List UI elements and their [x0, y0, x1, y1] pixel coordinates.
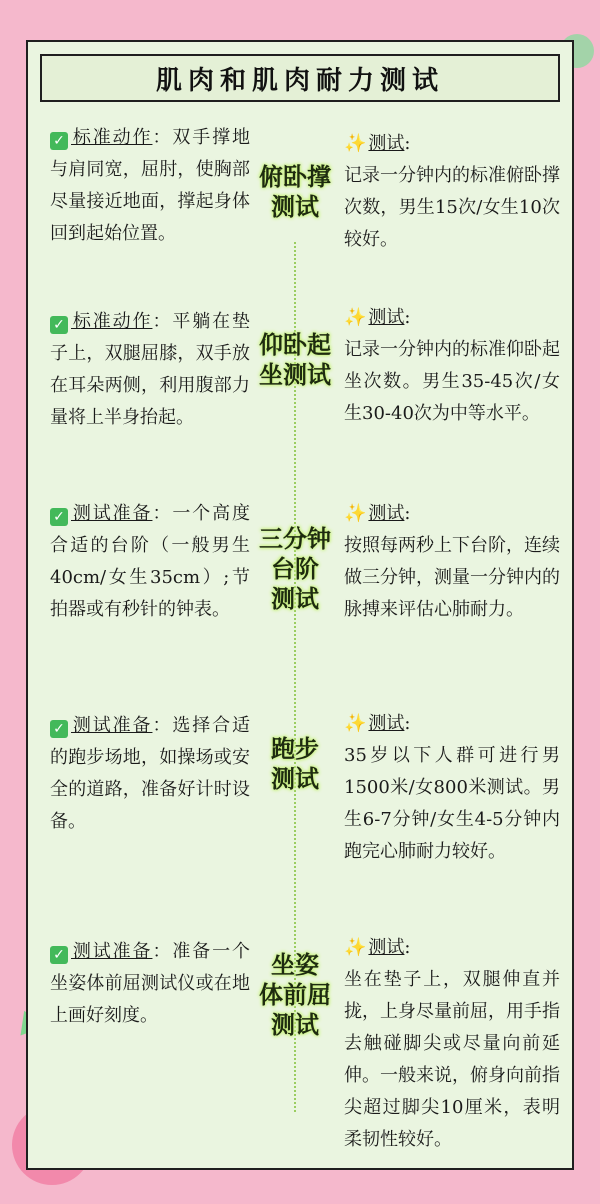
section-name [250, 950, 340, 1040]
left-description: ：选择合适的跑步场地，如操场或安全的道路，准备好计时设备。 [50, 715, 251, 832]
test-label: 测试 [368, 133, 405, 154]
section-right-text: ✨ 测试: 记录一分钟内的标准俯卧撑次数，男生15次/女生10次较好。 [344, 133, 560, 250]
section-left-text [50, 122, 250, 250]
test-label: 测试 [368, 937, 405, 958]
section-right-text: ✨ 测试: 记录一分钟内的标准仰卧起坐次数。男生35-45次/女生30-40次为中等水平。 [344, 307, 560, 424]
section-name-line: 测试 [271, 193, 319, 221]
sparkle-icon: ✨ [344, 937, 367, 958]
section-name [250, 734, 340, 794]
sparkle-icon: ✨ [344, 503, 367, 524]
section-name [250, 524, 340, 614]
section-right-text: ✨ 测试: 35岁以下人群可进行男1500米/女800米测试。男生6-7分钟/女生4-5分钟内跑完心肺耐力较好。 [344, 713, 560, 862]
test-label: 测试 [368, 713, 405, 734]
section-left-text [50, 936, 250, 1032]
section-left-text [50, 306, 250, 434]
sparkle-icon: ✨ [344, 713, 367, 734]
left-label: 测试准备 [71, 715, 153, 736]
section-right-text: ✨ 测试: 坐在垫子上，双腿伸直并拢，上身尽量前屈，用手指去触碰脚尖或尽量向前延伸。一般来说，俯身向前指尖超过脚尖10厘米，表明柔韧性较好。 [344, 937, 560, 1150]
test-label: 测试 [368, 307, 405, 328]
test-label: 测试 [368, 503, 405, 524]
left-label: 标准动作 [71, 127, 153, 148]
test-description: 35岁以下人群可进行男1500米/女800米测试。男生6-7分钟/女生4-5分钟内跑完心肺耐力较好。 [344, 745, 560, 862]
section-name-line: 体前屈 [259, 981, 331, 1009]
content-card [26, 40, 574, 1170]
title-box [40, 54, 560, 102]
check-box-icon: ✓ [50, 720, 68, 738]
left-description: ：一个高度合适的台阶（一般男生40cm/女生35cm）;节拍器或有秒针的钟表。 [50, 503, 251, 620]
section-left-text [50, 498, 250, 626]
test-description: 坐在垫子上，双腿伸直并拢，上身尽量前屈，用手指去触碰脚尖或尽量向前延伸。一般来说，俯身向前指尖超过脚尖10厘米，表明柔韧性较好。 [344, 969, 560, 1150]
section-name-line: 三分钟 [259, 525, 331, 553]
section-name-line: 坐测试 [259, 361, 331, 389]
check-box-icon: ✓ [50, 946, 68, 964]
section-name-line: 测试 [271, 1011, 319, 1039]
test-description: 按照每两秒上下台阶，连续做三分钟，测量一分钟内的脉搏来评估心肺耐力。 [344, 535, 560, 620]
section-name-line: 测试 [271, 585, 319, 613]
page-title: 肌肉和肌肉耐力测试 [155, 65, 444, 96]
left-label: 测试准备 [71, 941, 153, 962]
left-description: ：平躺在垫子上，双腿屈膝，双手放在耳朵两侧，利用腹部力量将上半身抬起。 [50, 311, 251, 428]
left-label: 测试准备 [71, 503, 153, 524]
section-left-text [50, 710, 250, 838]
left-description: ：双手撑地与肩同宽，屈肘，使胸部尽量接近地面，撑起身体回到起始位置。 [50, 127, 251, 244]
sparkle-icon: ✨ [344, 307, 367, 328]
test-description: 记录一分钟内的标准仰卧起坐次数。男生35-45次/女生30-40次为中等水平。 [344, 339, 560, 424]
left-label: 标准动作 [71, 311, 153, 332]
section-name [250, 162, 340, 222]
section-name-line: 测试 [271, 765, 319, 793]
check-box-icon: ✓ [50, 316, 68, 334]
section-name [250, 330, 340, 390]
section-name-line: 俯卧撑 [259, 163, 331, 191]
left-description: ：准备一个坐姿体前屈测试仪或在地上画好刻度。 [50, 941, 251, 1026]
check-box-icon: ✓ [50, 132, 68, 150]
section-right-text: ✨ 测试: 按照每两秒上下台阶，连续做三分钟，测量一分钟内的脉搏来评估心肺耐力。 [344, 503, 560, 620]
section-name-line: 坐姿 [271, 951, 319, 979]
section-name-line: 跑步 [271, 735, 319, 763]
check-box-icon: ✓ [50, 508, 68, 526]
section-name-line: 仰卧起 [259, 331, 331, 359]
section-name-line: 台阶 [271, 555, 319, 583]
sparkle-icon: ✨ [344, 133, 367, 154]
test-description: 记录一分钟内的标准俯卧撑次数，男生15次/女生10次较好。 [344, 165, 560, 250]
